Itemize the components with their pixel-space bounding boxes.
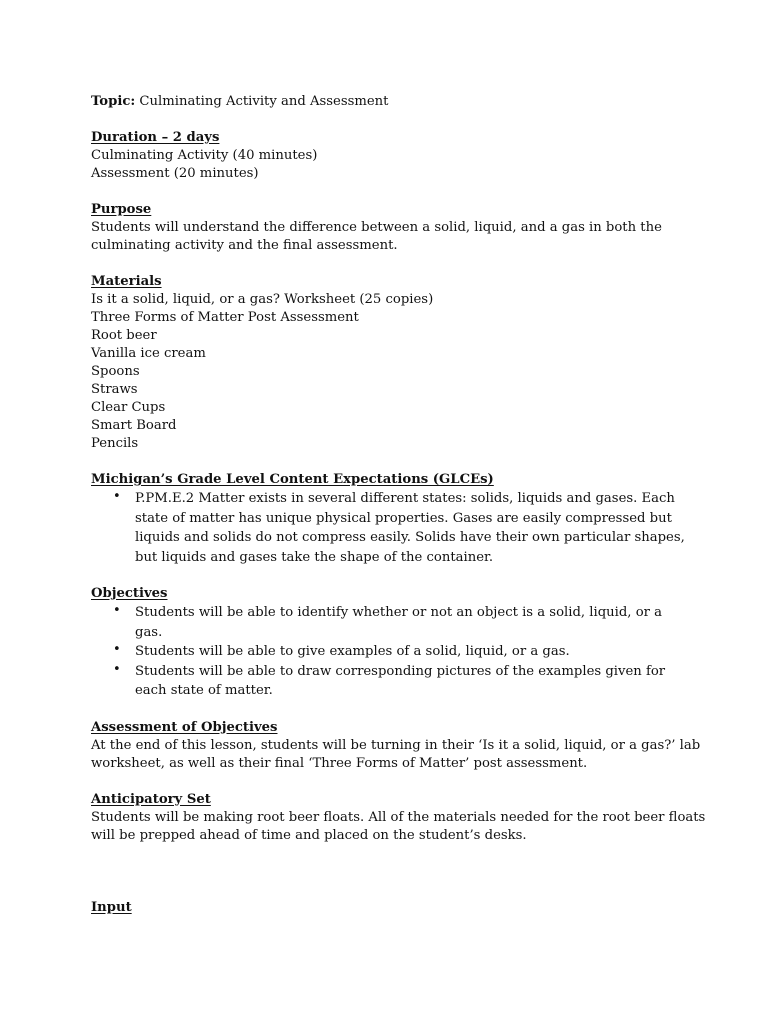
- material-item: Straws: [91, 382, 138, 397]
- materials-section: [91, 273, 691, 453]
- assessment-line: At the end of this lesson, students will be turning in their ‘Is it a solid, liquid, or a gas?’ lab: [91, 737, 701, 753]
- list-item: [91, 489, 691, 567]
- document-page: [91, 93, 706, 917]
- material-item: Vanilla ice cream: [91, 346, 206, 361]
- topic-line: [91, 93, 691, 111]
- material-item: Three Forms of Matter Post Assessment: [91, 310, 359, 325]
- material-item: Root beer: [91, 328, 157, 343]
- glce-list: [91, 489, 691, 567]
- material-item: Clear Cups: [91, 400, 166, 415]
- anticipatory-line: Students will be making root beer floats. All of the materials needed for the root beer floats: [91, 809, 706, 825]
- topic-value: Culminating Activity and Assessment: [135, 94, 389, 109]
- anticipatory-section: [91, 791, 706, 845]
- duration-heading: Duration – 2 days: [91, 130, 220, 145]
- anticipatory-heading: Anticipatory Set: [91, 791, 211, 807]
- material-item: Smart Board: [91, 418, 177, 433]
- anticipatory-line: will be prepped ahead of time and placed on the student’s desks.: [91, 827, 527, 843]
- bullet-icon: •: [113, 489, 121, 504]
- topic-label: Topic:: [91, 94, 136, 109]
- bullet-icon: •: [113, 661, 121, 677]
- materials-heading: Materials: [91, 274, 162, 289]
- glce-section: [91, 471, 691, 567]
- objective-text: Students will be able to draw corresponding pictures of the examples given for each state of matter.: [135, 663, 666, 698]
- purpose-line: culminating activity and the final assessment.: [91, 238, 398, 253]
- assessment-section: [91, 719, 701, 773]
- list-item: [91, 603, 691, 642]
- material-item: Pencils: [91, 436, 139, 451]
- assessment-line: worksheet, as well as their final ‘Three Forms of Matter’ post assessment.: [91, 755, 588, 771]
- input-heading: Input: [91, 899, 132, 915]
- objectives-heading: Objectives: [91, 586, 168, 601]
- duration-section: [91, 129, 691, 183]
- duration-line: Assessment (20 minutes): [91, 166, 259, 181]
- objectives-section: [91, 585, 691, 701]
- objective-text: Students will be able to identify whether or not an object is a solid, liquid, or a gas.: [135, 605, 662, 640]
- purpose-line: Students will understand the difference between a solid, liquid, and a gas in both the: [91, 220, 662, 235]
- objective-text: Students will be able to give examples of a solid, liquid, or a gas.: [135, 644, 570, 659]
- duration-line: Culminating Activity (40 minutes): [91, 148, 318, 163]
- material-item: Is it a solid, liquid, or a gas? Worksheet (25 copies): [91, 292, 434, 307]
- purpose-section: [91, 201, 691, 255]
- input-section: [91, 899, 691, 917]
- material-item: Spoons: [91, 364, 140, 379]
- bullet-icon: •: [113, 642, 121, 657]
- bullet-icon: •: [113, 603, 121, 618]
- list-item: [91, 662, 691, 701]
- objectives-list: [91, 603, 691, 701]
- purpose-heading: Purpose: [91, 202, 152, 217]
- assessment-heading: Assessment of Objectives: [91, 719, 278, 735]
- glce-heading: Michigan’s Grade Level Content Expectations (GLCEs): [91, 472, 494, 487]
- list-item: [91, 642, 691, 662]
- glce-text: P.PM.E.2 Matter exists in several different states: solids, liquids and gases. Each state of matter has unique physical properties. Gases are easily compressed but liquids and solids do not compress easily. Solids have their own particular shapes, but liquids and gases take the shape of the container.: [135, 491, 685, 565]
